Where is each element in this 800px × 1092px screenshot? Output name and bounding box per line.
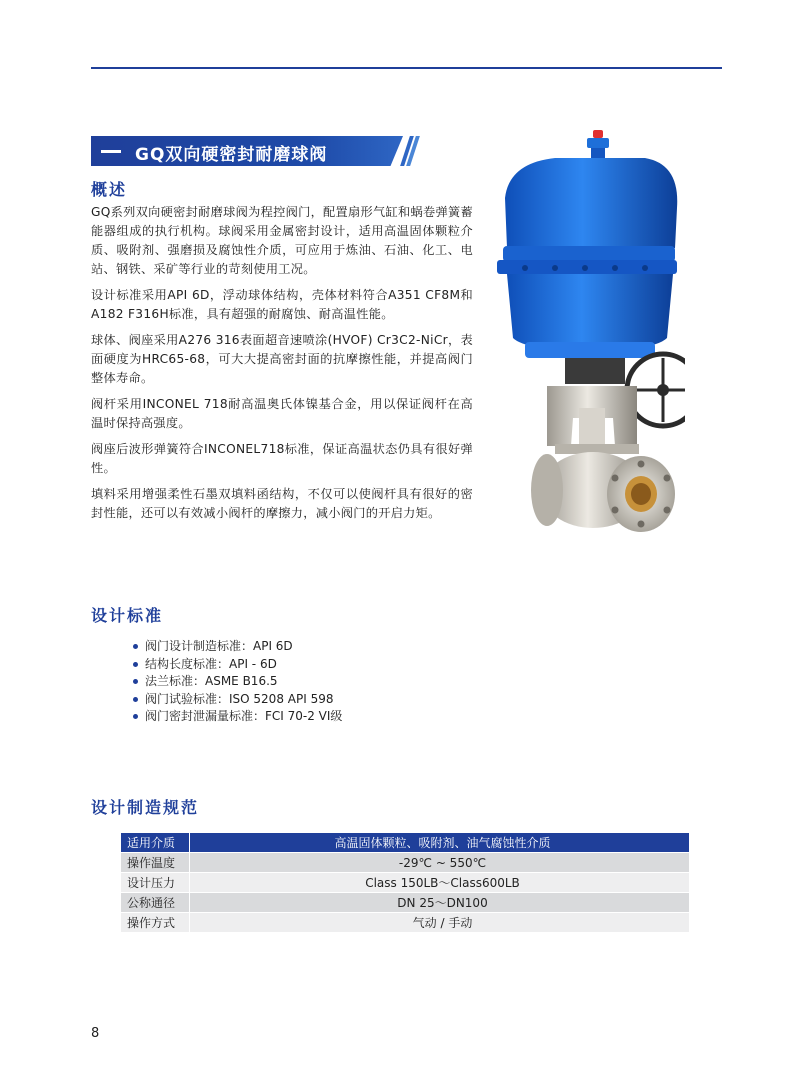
title-banner bbox=[91, 136, 411, 166]
ball-valve-image bbox=[495, 128, 685, 538]
overview-paragraph: 设计标准采用API 6D，浮动球体结构，壳体材料符合A351 CF8M和A182 F316H标准，具有超强的耐腐蚀、耐高温性能。 bbox=[91, 288, 473, 321]
table-cell-value: -29℃ ~ 550℃ bbox=[190, 853, 690, 873]
table-row bbox=[121, 833, 689, 853]
table-cell-key: 设计压力 bbox=[121, 873, 190, 893]
table-cell-key: 适用介质 bbox=[121, 833, 190, 853]
table-cell-value: 气动 / 手动 bbox=[190, 913, 690, 933]
page-number: 8 bbox=[91, 1026, 100, 1041]
page-title: GQ双向硬密封耐磨球阀 bbox=[135, 145, 328, 165]
table-row bbox=[121, 873, 689, 893]
design-standards-heading: 设计标准 bbox=[91, 606, 164, 625]
table-cell-key: 操作温度 bbox=[121, 853, 190, 873]
list-item: 阀门试验标准：ISO 5208 API 598 bbox=[133, 691, 342, 709]
overview-paragraph: 球体、阀座采用A276 316表面超音速喷涂(HVOF) Cr3C2-NiCr，表面硬度为HRC65-68，可大大提高密封面的抗摩擦性能，并提高阀门整体寿命。 bbox=[91, 333, 473, 385]
top-rule bbox=[91, 67, 722, 69]
table-row bbox=[121, 893, 689, 913]
overview-paragraph: 阀杆采用INCONEL 718耐高温奥氏体镍基合金，用以保证阀杆在高温时保持高强度。 bbox=[91, 397, 473, 430]
banner-dash bbox=[101, 150, 121, 153]
design-standards-list bbox=[133, 638, 342, 726]
overview-text bbox=[91, 203, 473, 530]
overview-paragraph: 阀座后波形弹簧符合INCONEL718标准，保证高温状态仍具有很好弹性。 bbox=[91, 442, 473, 475]
table-row bbox=[121, 913, 689, 933]
spec-table bbox=[121, 833, 689, 933]
table-cell-key: 公称通径 bbox=[121, 893, 190, 913]
overview-paragraph: GQ系列双向硬密封耐磨球阀为程控阀门，配置扇形气缸和蜗卷弹簧蓄能器组成的执行机构。球阀采用金属密封设计，适用高温固体颗粒介质、吸附剂、强磨损及腐蚀性介质，可应用于炼油、石油、化工、电站、钢铁、采矿等行业的苛刻使用工况。 bbox=[91, 205, 473, 276]
list-item: 阀门设计制造标准：API 6D bbox=[133, 638, 342, 656]
overview-paragraph: 填料采用增强柔性石墨双填料函结构，不仅可以使阀杆具有很好的密封性能，还可以有效减小阀杆的摩擦力，减小阀门的开启力矩。 bbox=[91, 487, 473, 520]
overview-heading: 概述 bbox=[91, 180, 128, 199]
table-cell-value: Class 150LB～Class600LB bbox=[190, 873, 690, 893]
list-item: 结构长度标准：API - 6D bbox=[133, 656, 342, 674]
table-cell-value: DN 25～DN100 bbox=[190, 893, 690, 913]
list-item: 阀门密封泄漏量标准：FCI 70-2 VI级 bbox=[133, 708, 342, 726]
table-cell-value: 高温固体颗粒、吸附剂、油气腐蚀性介质 bbox=[190, 833, 690, 853]
table-cell-key: 操作方式 bbox=[121, 913, 190, 933]
spec-heading: 设计制造规范 bbox=[91, 798, 200, 817]
table-row bbox=[121, 853, 689, 873]
list-item: 法兰标准：ASME B16.5 bbox=[133, 673, 342, 691]
